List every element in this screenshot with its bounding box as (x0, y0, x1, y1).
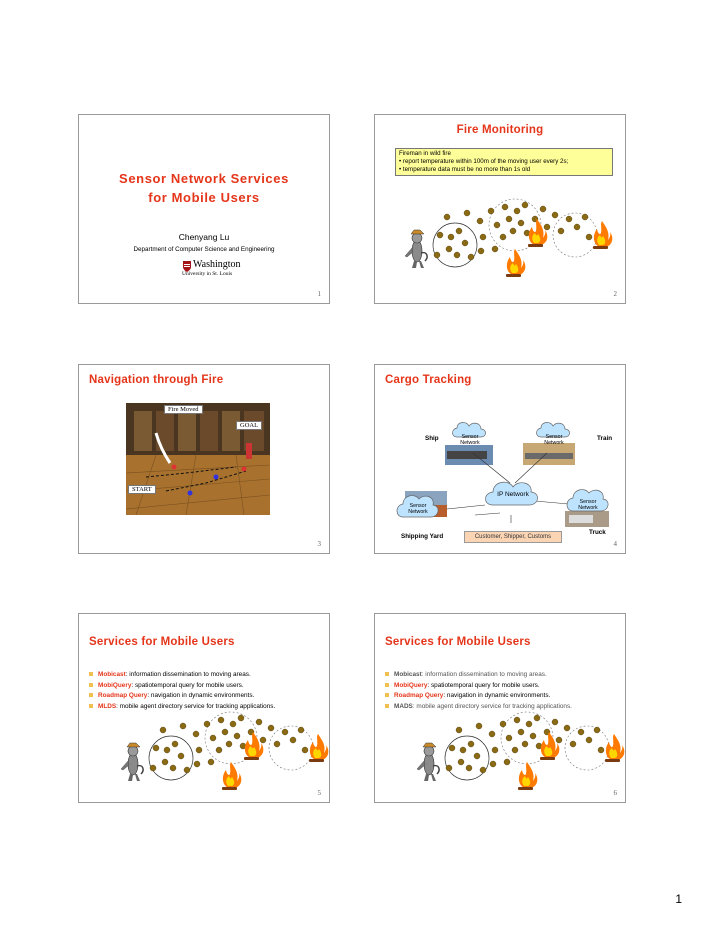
slide-6 (374, 613, 626, 803)
logo-sub: University in St. Louis (182, 271, 233, 277)
goal-label: GOAL (236, 421, 262, 430)
box-line-2: • report temperature within 100m of the moving user every 2s; (399, 158, 569, 165)
slide-number: 4 (613, 540, 617, 548)
box-line-3: • temperature data must be no more than 1s old (399, 166, 531, 173)
slide-number: 3 (317, 540, 321, 548)
slide-3 (78, 364, 330, 554)
slide-number: 1 (317, 290, 321, 298)
author: Chenyang Lu (178, 232, 230, 242)
sensor-network-ship-label: Sensor Network (460, 434, 480, 446)
sensor-network-yard-label: Sensor Network (408, 503, 428, 515)
list-item: Roadmap Query: navigation in dynamic environments. (89, 691, 324, 702)
sensor-field-illustration (101, 710, 330, 803)
slide-number: 2 (613, 290, 617, 298)
slide-title-line2: for Mobile Users (148, 190, 260, 205)
slide-title-line1: Sensor Network Services (119, 171, 289, 186)
ship-label: Ship (425, 435, 439, 442)
slide-number: 5 (317, 789, 321, 797)
slide-title: Cargo Tracking (385, 374, 472, 386)
list-item: MobiQuery: spatiotemporal query for mobile users. (89, 681, 324, 692)
slide-title: Services for Mobile Users (385, 636, 531, 648)
slide-title: Navigation through Fire (89, 374, 224, 386)
box-line-1: Fireman in wild fire (399, 150, 451, 157)
shipping-yard-label: Shipping Yard (401, 533, 444, 540)
navigation-photo (126, 403, 270, 515)
list-item: Mobicast: information dissemination to moving areas. (385, 670, 620, 681)
list-item: MobiQuery: spatiotemporal query for mobile users. (385, 681, 620, 692)
page-number: 1 (675, 892, 682, 906)
list-item: MADS: mobile agent directory service for tracking applications. (385, 702, 620, 713)
slide-5 (78, 613, 330, 803)
list-item: MLDS: mobile agent directory service for tracking applications. (89, 702, 324, 713)
train-label: Train (597, 435, 613, 442)
department: Department of Computer Science and Engineering (133, 246, 275, 253)
requirements-box (395, 148, 613, 176)
service-list (385, 670, 620, 712)
university-logo (182, 257, 252, 277)
customer-box: Customer, Shipper, Customs (464, 531, 562, 543)
slide-2 (374, 114, 626, 304)
truck-label: Truck (589, 529, 606, 536)
service-list (89, 670, 324, 712)
sensor-network-train-label: Sensor Network (544, 434, 564, 446)
logo-name: Washington (193, 259, 241, 270)
fire-moved-label: Fire Moved (164, 405, 203, 414)
cargo-network-diagram (375, 365, 625, 553)
list-item: Mobicast: information dissemination to moving areas. (89, 670, 324, 681)
slide-title: Services for Mobile Users (89, 636, 235, 648)
list-item: Roadmap Query: navigation in dynamic environments. (385, 691, 620, 702)
slide-4 (374, 364, 626, 554)
ip-network-label: IP Network (497, 491, 529, 498)
sensor-field-illustration (397, 710, 626, 803)
start-label: START (128, 485, 156, 494)
slide-1 (78, 114, 330, 304)
sensor-network-truck-label: Sensor Network (578, 499, 598, 511)
sensor-field-illustration (385, 197, 625, 297)
slide-number: 6 (613, 789, 617, 797)
slide-title: Fire Monitoring (456, 124, 544, 136)
